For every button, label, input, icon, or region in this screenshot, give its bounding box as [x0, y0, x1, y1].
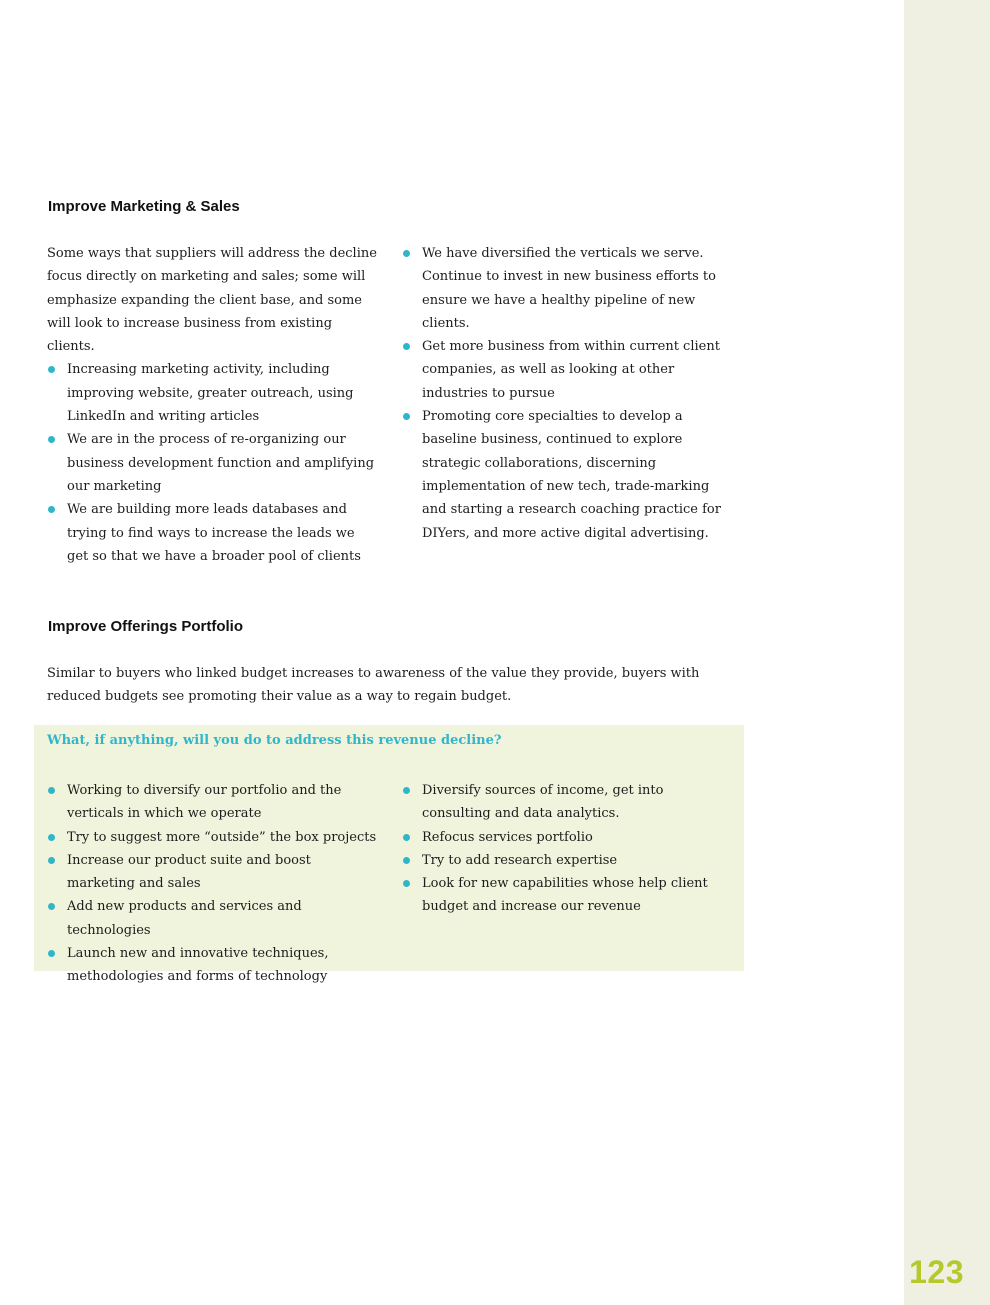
list-item: Look for new capabilities whose help client budget and increase our revenue	[402, 872, 732, 919]
list-item: Working to diversify our portfolio and the verticals in which we operate	[47, 779, 377, 826]
list-item: Add new products and services and technologies	[47, 895, 377, 942]
marketing-left-column	[47, 242, 377, 568]
callout-left-list	[47, 779, 377, 989]
survey-callout	[34, 725, 744, 985]
marketing-left-list	[47, 358, 377, 568]
marketing-intro: Some ways that suppliers will address the decline focus directly on marketing and sales; some will emphasize expanding the client base, and some will look to increase business from existing clients.	[47, 246, 377, 355]
list-item: Diversify sources of income, get into consulting and data analytics.	[402, 779, 732, 826]
marketing-right-column	[402, 242, 737, 545]
side-panel	[904, 0, 990, 1305]
list-item: Try to suggest more “outside” the box projects	[47, 826, 377, 849]
page-number: 123	[909, 1254, 964, 1290]
offerings-intro-block	[47, 662, 737, 709]
offerings-heading: Improve Offerings Portfolio	[48, 618, 244, 635]
list-item: Increase our product suite and boost marketing and sales	[47, 849, 377, 896]
list-item: We are in the process of re-organizing our business development function and amplifying our marketing	[47, 428, 377, 498]
list-item: Refocus services portfolio	[402, 826, 732, 849]
list-item: Get more business from within current client companies, as well as looking at other industries to pursue	[402, 335, 737, 405]
list-item: Launch new and innovative techniques, methodologies and forms of technology	[47, 942, 377, 989]
offerings-intro: Similar to buyers who linked budget increases to awareness of the value they provide, buyers with reduced budgets see promoting their value as a way to regain budget.	[47, 666, 700, 705]
callout-left-column	[47, 779, 377, 989]
marketing-heading: Improve Marketing & Sales	[48, 198, 240, 215]
list-item: We have diversified the verticals we serve. Continue to invest in new business efforts to ensure we have a healthy pipeline of new clients.	[402, 242, 737, 335]
list-item: Promoting core specialties to develop a baseline business, continued to explore strategic collaborations, discerning implementation of new tech, trade-marking and starting a research coaching practice for DIYers, and more active digital advertising.	[402, 405, 737, 545]
callout-question: What, if anything, will you do to address this revenue decline?	[47, 733, 502, 748]
marketing-right-list	[402, 242, 737, 545]
list-item: Try to add research expertise	[402, 849, 732, 872]
list-item: We are building more leads databases and trying to find ways to increase the leads we get so that we have a broader pool of clients	[47, 498, 377, 568]
callout-right-column	[402, 779, 732, 919]
callout-right-list	[402, 779, 732, 919]
list-item: Increasing marketing activity, including improving website, greater outreach, using LinkedIn and writing articles	[47, 358, 377, 428]
